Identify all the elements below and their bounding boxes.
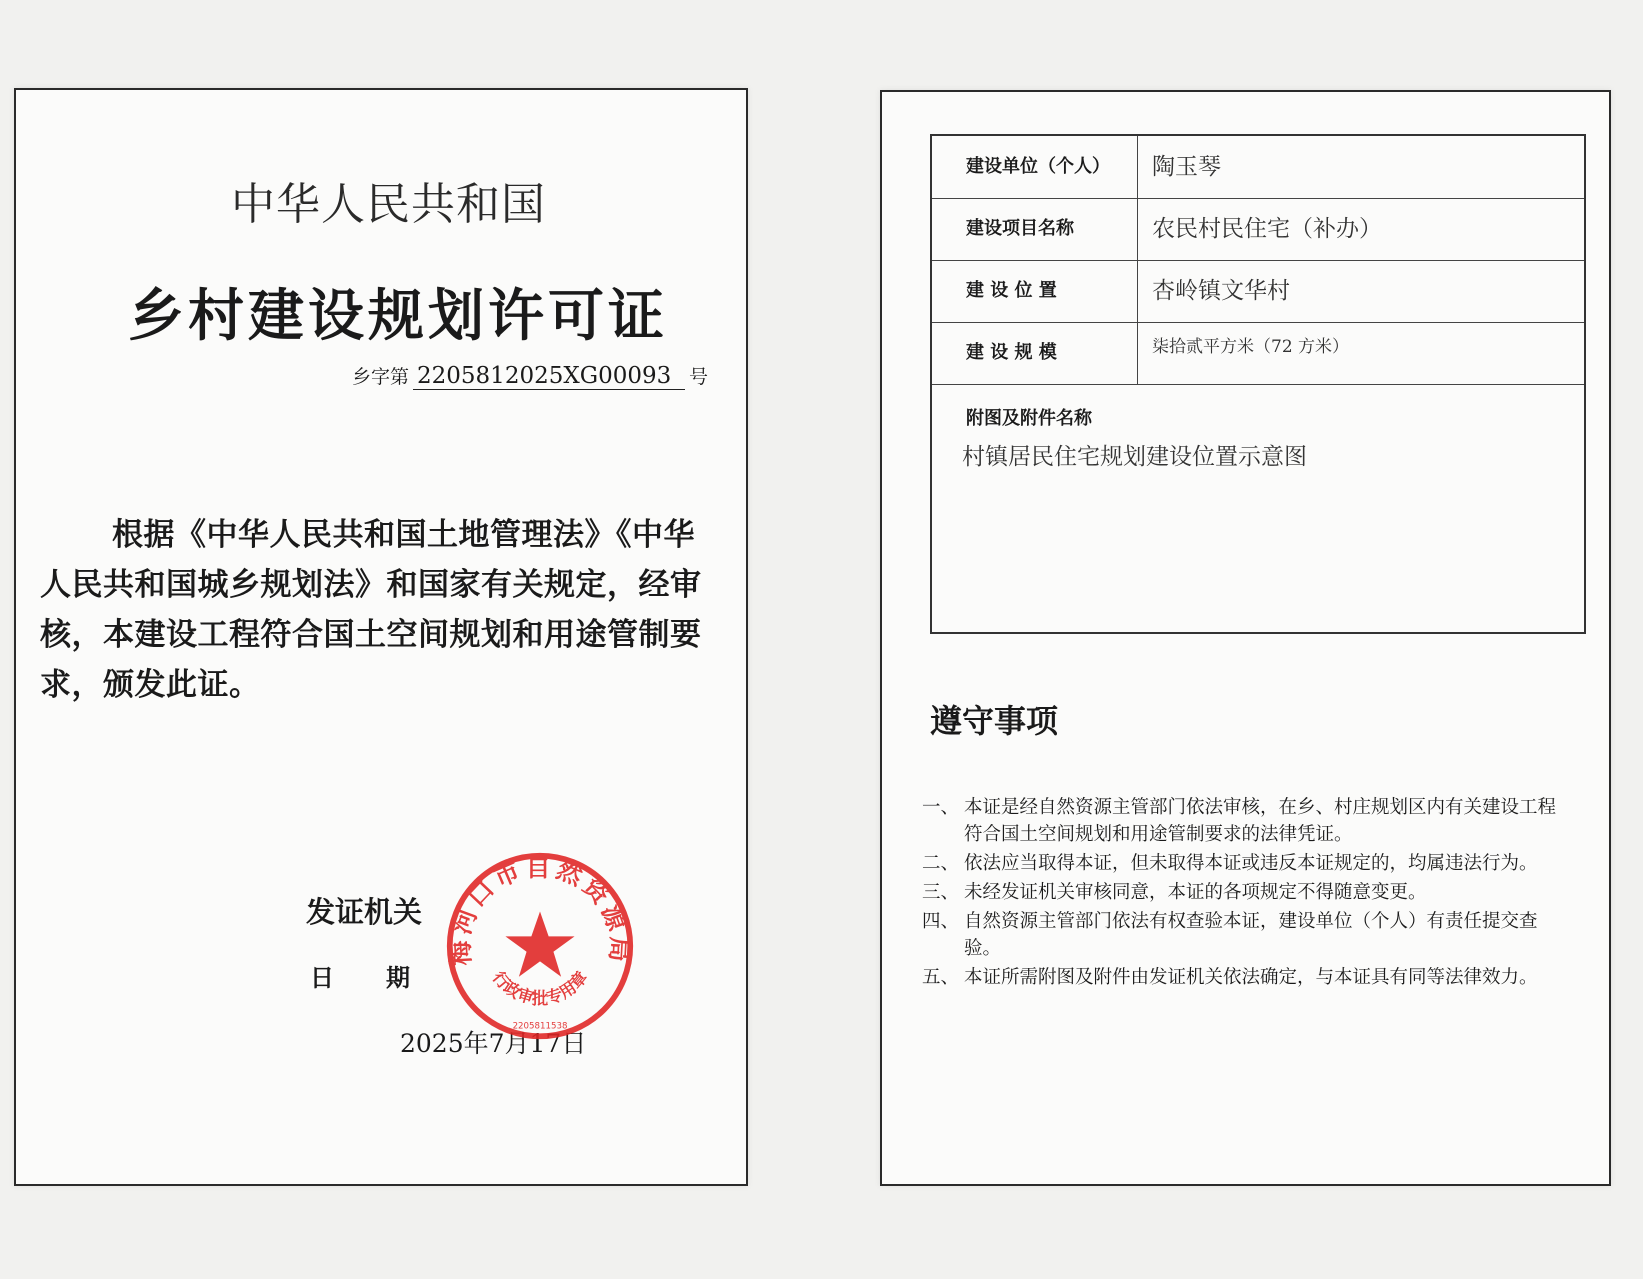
document-number-row [352, 362, 708, 390]
seal-serial: 2205811538 [512, 1021, 568, 1032]
row-label: 建设单位（个人） [932, 136, 1138, 198]
row-label: 建设项目名称 [932, 198, 1138, 260]
notice-text: 本证是经自然资源主管部门依法审核，在乡、村庄规划区内有关建设工程符合国土空间规划和用途管制要求的法律凭证。 [964, 797, 1557, 845]
notice-text: 本证所需附图及附件由发证机关依法确定，与本证具有同等法律效力。 [964, 967, 1538, 988]
notice-item [922, 964, 1572, 991]
table-row [932, 198, 1584, 261]
table-row [932, 260, 1584, 323]
notice-item [922, 850, 1572, 877]
notice-item [922, 879, 1572, 906]
official-seal-icon [444, 850, 636, 1042]
issuer-label: 发证机关 [306, 895, 423, 929]
row-value: 柒拾贰平方米（72 方米） [1152, 337, 1350, 357]
right-page [880, 90, 1611, 1186]
row-label: 建 设 位 置 [932, 260, 1138, 322]
attachments-label: 附图及附件名称 [966, 408, 1092, 429]
document-title: 乡村建设规划许可证 [128, 284, 668, 349]
notice-number: 五、 [922, 967, 960, 988]
number-suffix: 号 [689, 366, 709, 388]
row-value: 杏岭镇文华村 [1152, 278, 1290, 304]
document-number: 2205812025XG00093 [413, 363, 685, 390]
table-row [932, 136, 1584, 199]
table-row [932, 322, 1584, 385]
notice-list [922, 794, 1572, 993]
notice-number: 一、 [922, 797, 960, 818]
notice-number: 三、 [922, 882, 960, 903]
issue-date: 2025年7月17日 [400, 1029, 587, 1058]
notice-number: 四、 [922, 911, 960, 932]
row-value: 农民村民住宅（补办） [1152, 216, 1382, 242]
info-table [930, 134, 1586, 634]
notice-item [922, 794, 1572, 848]
attachments-value: 村镇居民住宅规划建设位置示意图 [962, 444, 1307, 470]
notice-title: 遵守事项 [930, 702, 1059, 740]
row-label: 建 设 规 模 [932, 322, 1138, 384]
date-label: 日期 [310, 964, 462, 992]
notice-item [922, 908, 1572, 962]
notice-text: 依法应当取得本证，但未取得本证或违反本证规定的，均属违法行为。 [964, 853, 1538, 874]
legal-basis-text: 根据《中华人民共和国土地管理法》《中华人民共和国城乡规划法》和国家有关规定，经审核，本建设工程符合国土空间规划和用途管制要求，颁发此证。 [40, 517, 702, 703]
notice-text: 自然资源主管部门依法有权查验本证，建设单位（个人）有责任提交查验。 [964, 911, 1538, 959]
country-name: 中华人民共和国 [231, 179, 546, 230]
svg-text:行政审批专用章 [489, 968, 591, 1008]
notice-number: 二、 [922, 853, 960, 874]
left-page [14, 88, 748, 1186]
notice-text: 未经发证机关审核同意，本证的各项规定不得随意变更。 [964, 882, 1427, 903]
seal-ring-text: 梅河口市自然资源局 [445, 852, 635, 967]
number-prefix: 乡字第 [352, 366, 410, 388]
row-value: 陶玉琴 [1152, 154, 1221, 180]
seal-inner-text: 行政审批专用章 [488, 967, 592, 1008]
